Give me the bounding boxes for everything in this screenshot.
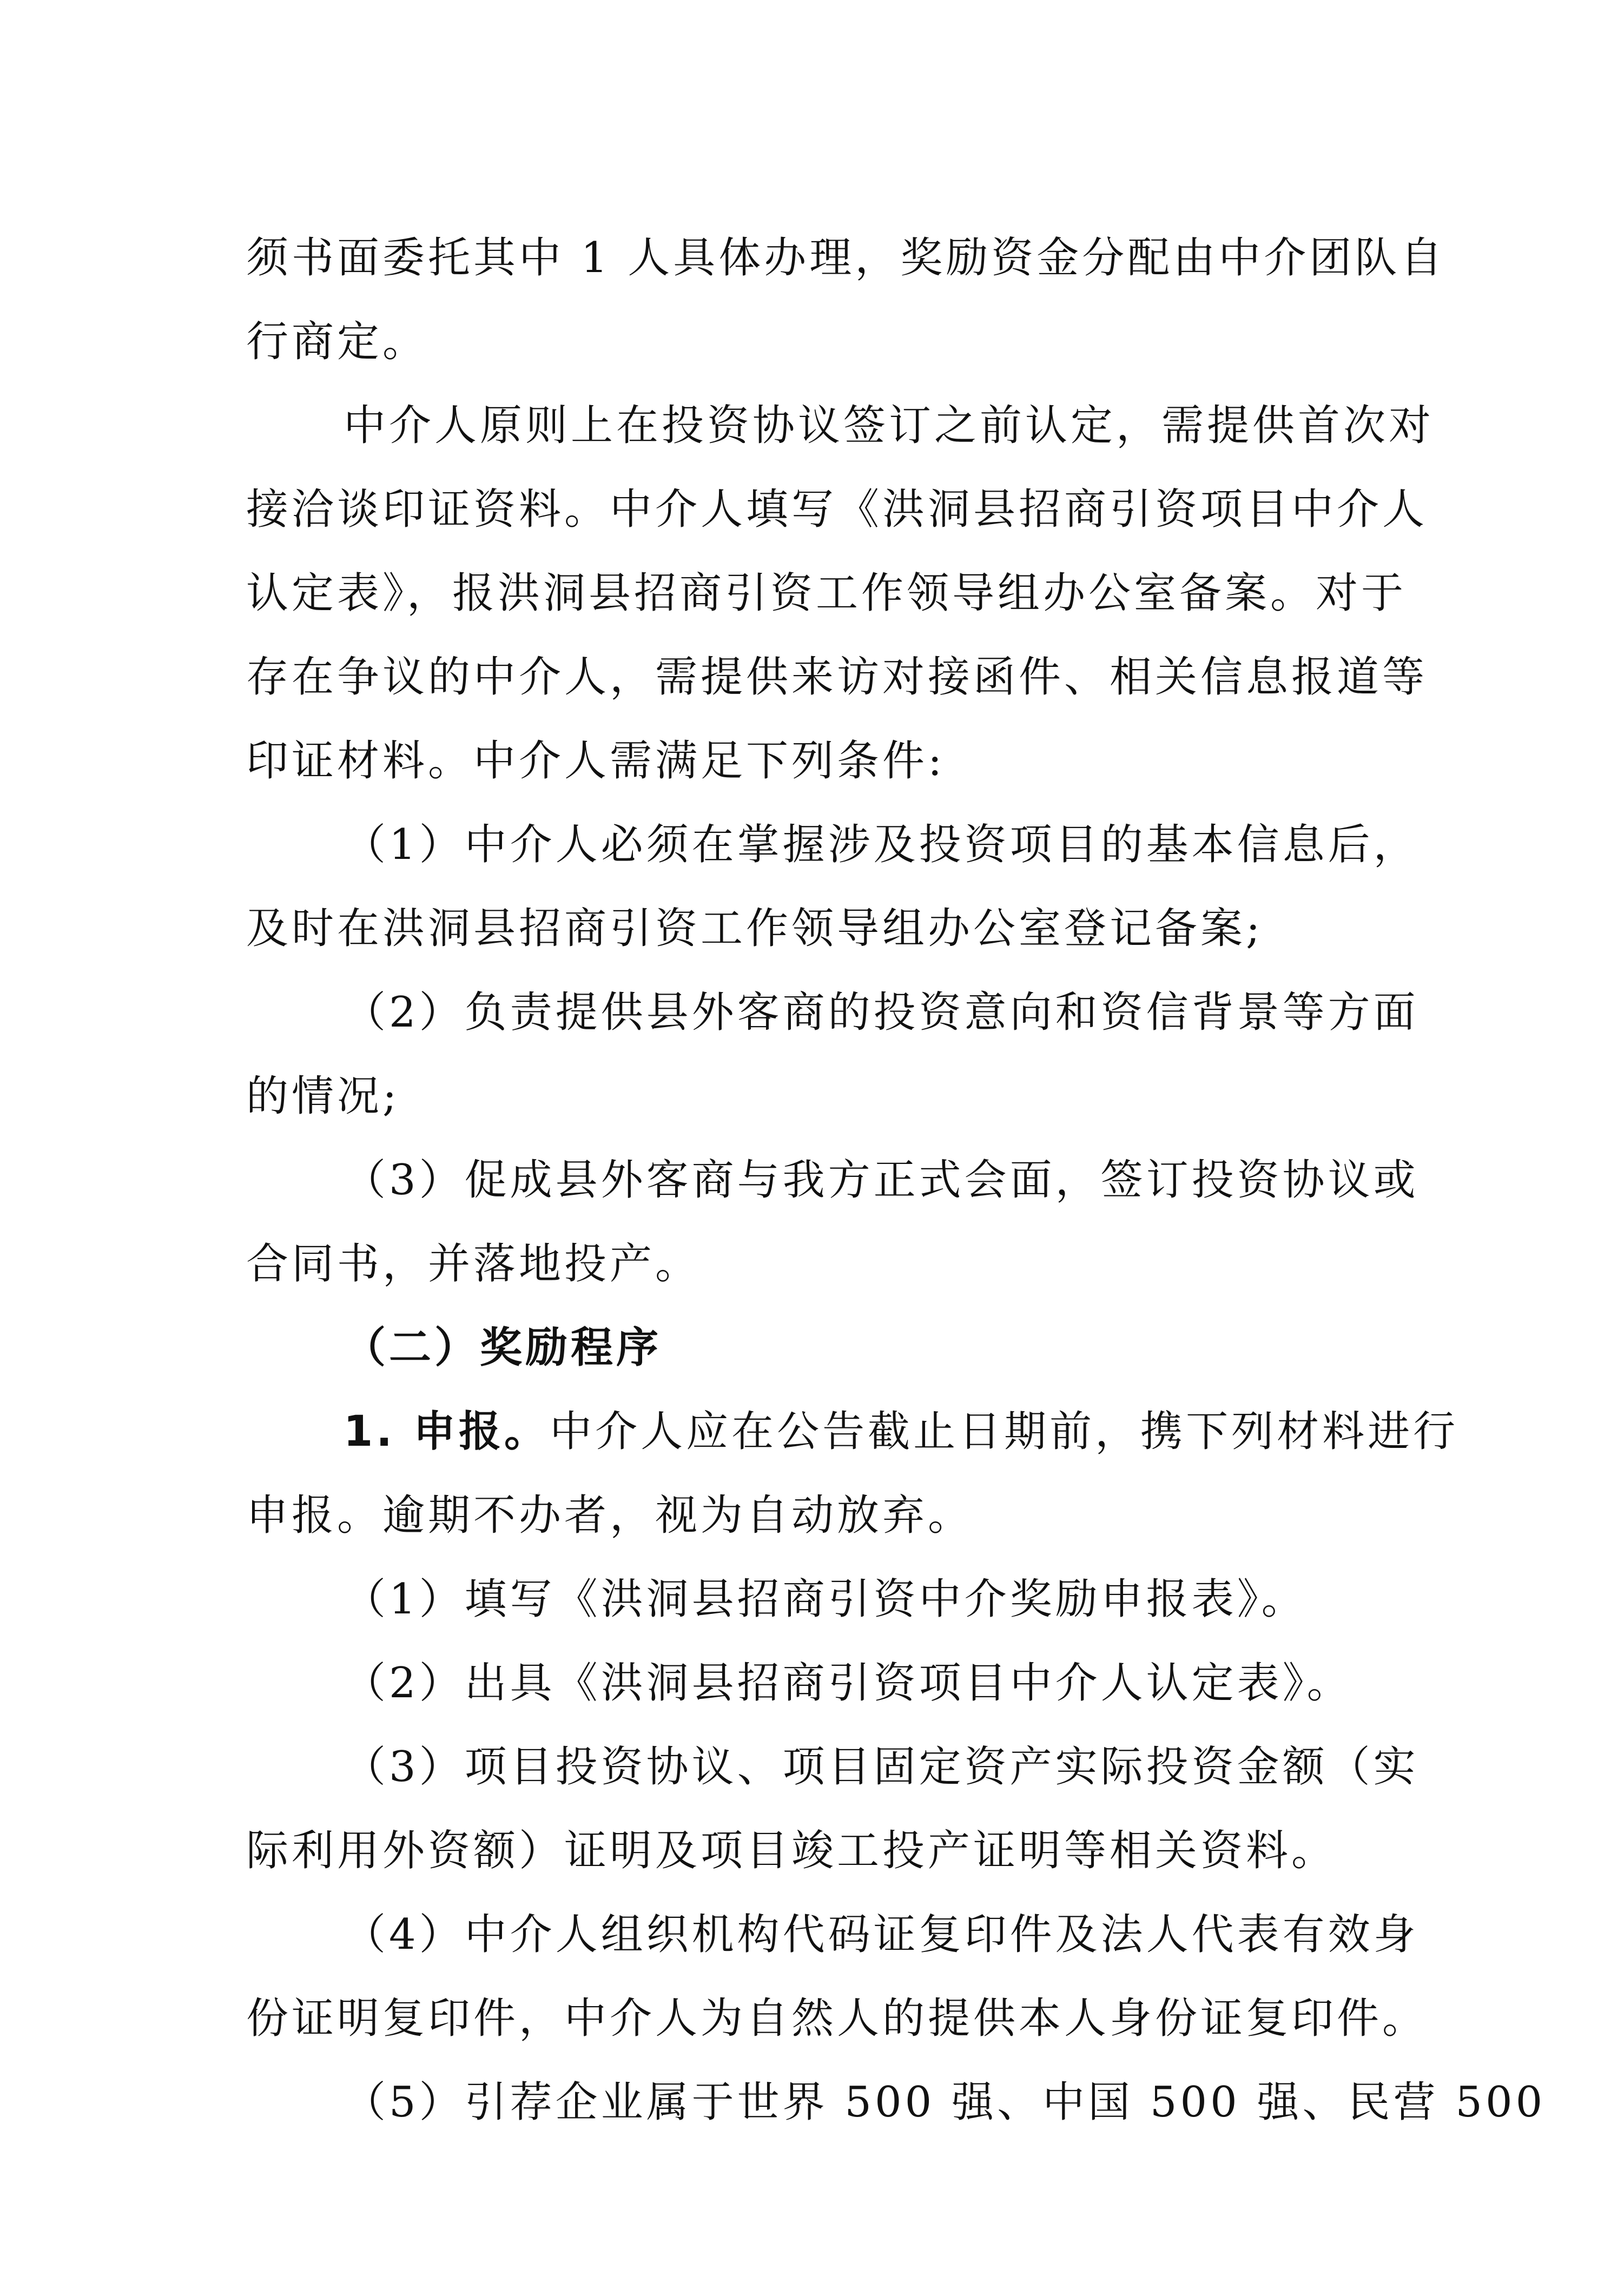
paragraph-line: 须书面委托其中 1 人具体办理，奖励资金分配由中介团队自 <box>246 234 1446 282</box>
section-heading: （二）奖励程序 <box>344 1324 662 1372</box>
paragraph-line: 存在争议的中介人，需提供来访对接函件、相关信息报道等 <box>246 653 1428 702</box>
list-item-line: （2）出具《洪洞县招商引资项目中介人认定表》。 <box>344 1659 1352 1708</box>
paragraph-line: 认定表》，报洪洞县招商引资工作领导组办公室备案。对于 <box>246 569 1407 618</box>
step-label: 1. 申报。 <box>344 1407 550 1456</box>
paragraph-line: 申报。逾期不办者，视为自动放弃。 <box>246 1491 974 1540</box>
list-item-line: （2）负责提供县外客商的投资意向和资信背景等方面 <box>344 988 1419 1037</box>
step-text: 中介人应在公告截止日期前，携下列材料进行 <box>550 1407 1459 1456</box>
list-item-line: （5）引荐企业属于世界 500 强、中国 500 强、民营 500 <box>344 2078 1546 2127</box>
list-item-line: 际利用外资额）证明及项目竣工投产证明等相关资料。 <box>246 1827 1337 1875</box>
list-item-line: （1）中介人必须在掌握涉及投资项目的基本信息后， <box>344 821 1419 869</box>
paragraph-line: 接洽谈印证资料。中介人填写《洪洞县招商引资项目中介人 <box>246 485 1428 534</box>
list-item-line: 合同书，并落地投产。 <box>246 1240 701 1288</box>
paragraph-line: 中介人原则上在投资协议签订之前认定，需提供首次对 <box>344 401 1435 450</box>
document-body <box>246 216 1546 2145</box>
list-item-line: 份证明复印件，中介人为自然人的提供本人身份证复印件。 <box>246 1994 1428 2043</box>
list-item-line: （4）中介人组织机构代码证复印件及法人代表有效身 <box>344 1910 1419 1959</box>
list-item-line: （3）促成县外客商与我方正式会面，签订投资协议或 <box>344 1156 1419 1205</box>
paragraph-line: 行商定。 <box>246 317 428 366</box>
paragraph-line: 印证材料。中介人需满足下列条件: <box>246 737 946 785</box>
list-item-line: （3）项目投资协议、项目固定资产实际投资金额（实 <box>344 1743 1419 1791</box>
list-item-line: 的情况; <box>246 1072 400 1121</box>
list-item-line: （1）填写《洪洞县招商引资中介奖励申报表》。 <box>344 1575 1307 1624</box>
list-item-line: 及时在洪洞县招商引资工作领导组办公室登记备案; <box>246 904 1264 953</box>
paragraph-line <box>246 1390 1459 1474</box>
